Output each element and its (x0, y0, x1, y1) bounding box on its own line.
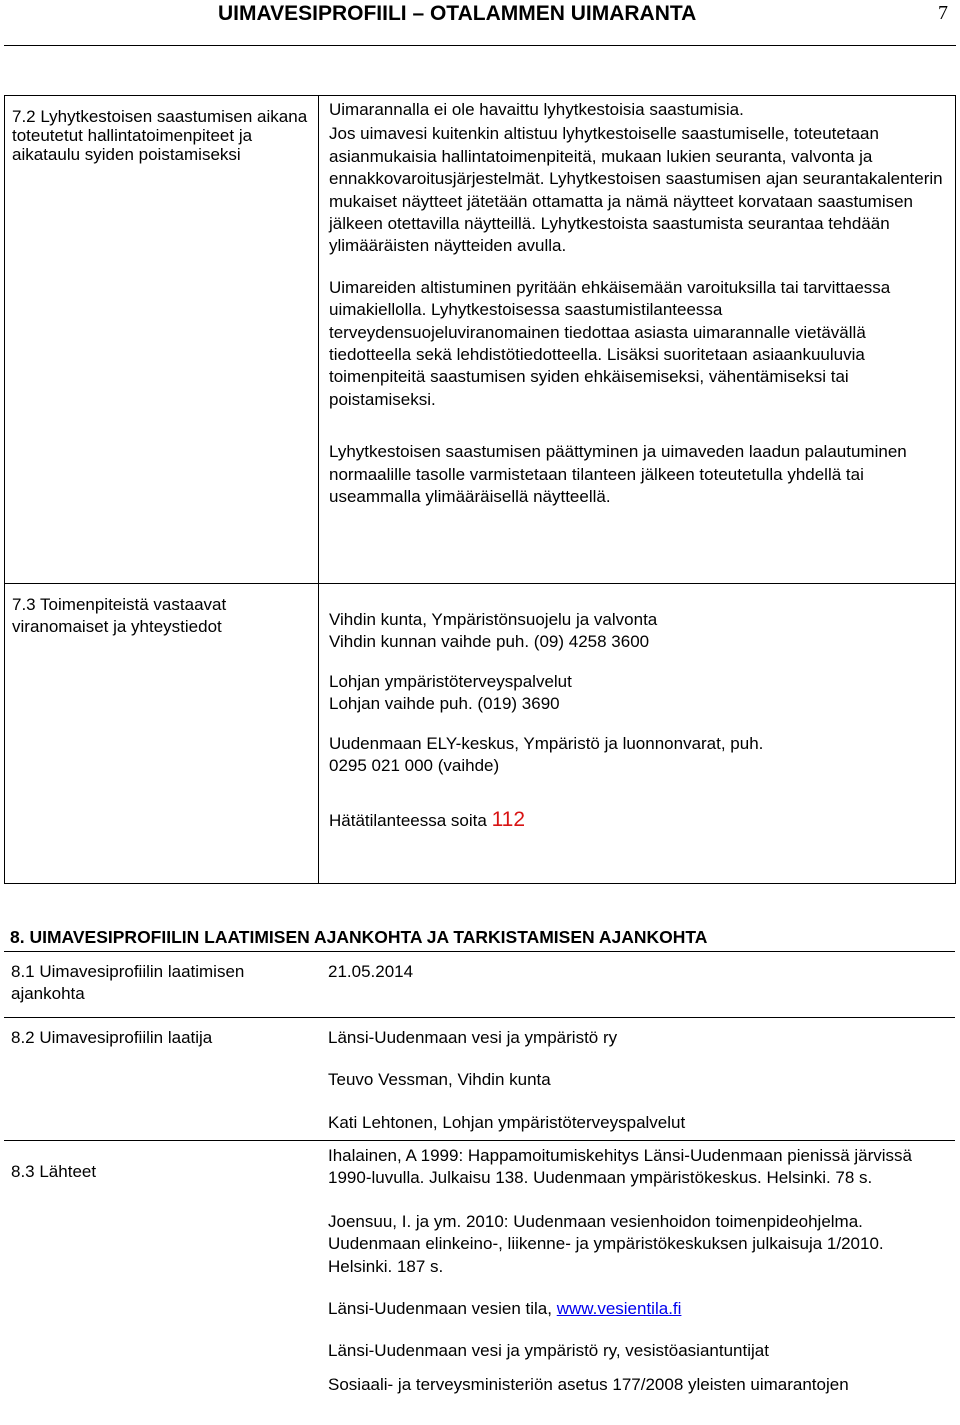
value-8-2 (318, 1018, 955, 1141)
label-7-2-text: 7.2 Lyhytkestoisen saastumisen aikana toteutetut hallintatoimenpiteet ja aikataulu syiden poistamiseksi (12, 107, 308, 164)
row-7-2 (5, 96, 956, 584)
content-7-2 (319, 96, 956, 584)
document-title: UIMAVESIPROFIILI – OTALAMMEN UIMARANTA (218, 2, 697, 25)
reference-lvy: Länsi-Uudenmaan vesi ja ympäristö ry, vesistöasiantuntijat (328, 1341, 769, 1361)
contact-ely-name: Uudenmaan ELY-keskus, Ympäristö ja luonnonvarat, puh. (329, 733, 764, 753)
label-8-2-text: 8.2 Uimavesiprofiilin laatija (11, 1028, 213, 1047)
reference-ihalainen: Ihalainen, A 1999: Happamoitumiskehitys Länsi-Uudenmaan pienissä järvissä 1990-luvulla. Julkaisu 138. Uudenmaan ympäristökeskus. Helsinki. 78 s. (328, 1146, 913, 1188)
value-8-1 (318, 952, 955, 1018)
emergency-text: Hätätilanteessa soita (329, 811, 487, 831)
emergency-line (329, 809, 949, 832)
value-8-3 (318, 1141, 955, 1397)
page-header (0, 0, 960, 48)
contact-ely-phone: 0295 021 000 (vaihde) (329, 756, 500, 776)
content-7-3 (319, 584, 956, 884)
emergency-number: 112 (491, 808, 526, 832)
label-7-2 (5, 96, 319, 584)
label-8-1 (4, 952, 318, 1018)
contact-vihti-name: Vihdin kunta, Ympäristönsuojelu ja valvonta (329, 610, 658, 629)
paragraph-7-2-1: Uimarannalla ei ole havaittu lyhytkestoisia saastumisia. (329, 100, 744, 119)
row-8-3 (4, 1141, 955, 1397)
contact-ely (329, 733, 949, 778)
contact-vihti-phone: Vihdin kunnan vaihde puh. (09) 4258 3600 (329, 632, 650, 652)
reference-vesientila (328, 1298, 949, 1320)
row-8-2 (4, 1018, 955, 1141)
paragraph-7-2-3: Uimareiden altistuminen pyritään ehkäisemään varoituksilla tai tarvittaessa uimakiellolla. Lyhytkestoisessa saastumistilanteessa terveydensuojeluviranomainen tiedottaa asiasta uimarannalle vietävällä tiedotteella sekä lehdistötiedotteella. Lisäksi suoritetaan asiaankuuluvia toimenpiteitä saastumisen syiden ehkäisemiseksi, vähentämiseksi tai poistamiseksi. (329, 277, 891, 409)
author-org: Länsi-Uudenmaan vesi ja ympäristö ry (328, 1028, 618, 1047)
page-number: 7 (938, 2, 948, 24)
reference-vesientila-text: Länsi-Uudenmaan vesien tila, (328, 1299, 552, 1319)
author-vessman: Teuvo Vessman, Vihdin kunta (328, 1070, 551, 1090)
paragraph-7-2-2: Jos uimavesi kuitenkin altistuu lyhytkestoiselle saastumiselle, toteutetaan asianmukaisia hallintatoimenpiteitä, mukaan lukien seuranta, valvonta ja ennakkovaroitusjärjestelmät. Lyhytkestoisen saastumisen ajan seurantakalenterin mukaiset näytteet jätetään ottamatta ja nämä näytteet korvataan saastumisen jälkeen otettavilla näytteillä. Lyhytkestoista saastumista seurantaa tehdään ylimääräisten näytteiden avulla. (329, 124, 943, 256)
label-8-3 (4, 1141, 318, 1397)
contact-lohja-phone: Lohjan vaihde puh. (019) 3690 (329, 694, 560, 714)
reference-stm: Sosiaali- ja terveysministeriön asetus 177/2008 yleisten uimarantojen (328, 1374, 849, 1394)
contact-lohja-name: Lohjan ympäristöterveyspalvelut (329, 671, 572, 691)
creation-date: 21.05.2014 (328, 962, 414, 981)
contact-vihti (329, 609, 949, 654)
row-7-3 (5, 584, 956, 884)
vesientila-link[interactable]: www.vesientila.fi (556, 1299, 682, 1319)
section-8-heading: 8. UIMAVESIPROFIILIN LAATIMISEN AJANKOHTA JA TARKISTAMISEN AJANKOHTA (10, 927, 708, 947)
paragraph-7-2-4: Lyhytkestoisen saastumisen päättyminen ja uimaveden laadun palautuminen normaalille tasolle varmistetaan tilanteen jälkeen toteutetulla yhdellä tai useammalla ylimääräisellä näytteellä. (329, 442, 907, 507)
label-8-2 (4, 1018, 318, 1141)
contact-lohja (329, 671, 949, 716)
header-divider (4, 45, 956, 46)
section-7-table (4, 95, 956, 884)
label-8-3-text: 8.3 Lähteet (11, 1162, 97, 1181)
label-7-3-text: 7.3 Toimenpiteistä vastaavat viranomaiset ja yhteystiedot (12, 595, 227, 637)
row-8-1 (4, 952, 955, 1018)
section-8-table (4, 951, 955, 1396)
author-lehtonen: Kati Lehtonen, Lohjan ympäristöterveyspalvelut (328, 1112, 686, 1132)
label-8-1-text: 8.1 Uimavesiprofiilin laatimisen ajankohta (11, 962, 245, 1004)
label-7-3 (5, 584, 319, 884)
reference-joensuu: Joensuu, I. ja ym. 2010: Uudenmaan vesienhoidon toimenpideohjelma. Uudenmaan elinkeino-, liikenne- ja ympäristökeskuksen julkaisuja 1/2010. Helsinki. 187 s. (328, 1211, 884, 1276)
